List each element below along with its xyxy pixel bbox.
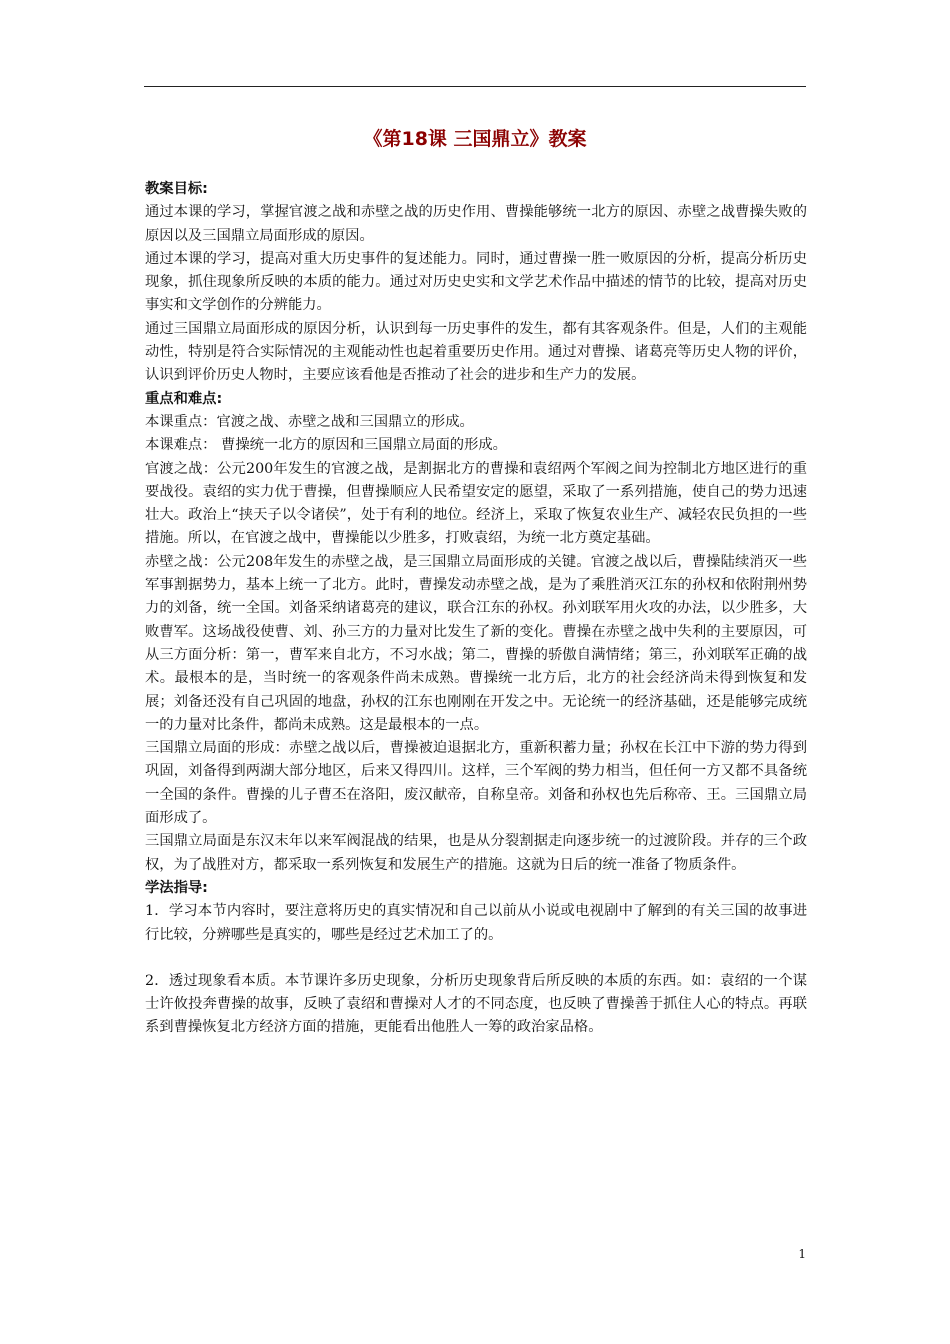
method-item: 1．学习本节内容时，要注意将历史的真实情况和自己以前从小说或电视剧中了解到的有关三国的故事进行比较，分辨哪些是真实的，哪些是经过艺术加工了的。 (145, 903, 807, 943)
method-heading: 学法指导: (145, 879, 208, 896)
document-body (145, 178, 807, 1040)
method-item: 2．透过现象看本质。本节课许多历史现象，分析历史现象背后所反映的本质的东西。如：袁绍的一个谋士许攸投奔曹操的故事，反映了袁绍和曹操对人才的不同态度，也反映了曹操善于抓住人心的特点。再联系到曹操恢复北方经济方面的措施，更能看出他胜人一筹的政治家品格。 (145, 972, 807, 1036)
key-heading: 重点和难点: (145, 390, 223, 407)
three-kingdoms-paragraph: 三国鼎立局面的形成：赤壁之战以后，曹操被迫退据北方，重新积蓄力量；孙权在长江中下游的势力得到巩固，刘备得到两湖大部分地区，后来又得四川。这样，三个军阀的势力相当，但任何一方又都不具备统一全国的条件。曹操的儿子曹丕在洛阳，废汉献帝，自称皇帝。刘备和孙权也先后称帝、王。三国鼎立局面形成了。 (145, 740, 807, 827)
page-number: 1 (798, 1247, 806, 1261)
goal-paragraph: 通过本课的学习，提高对重大历史事件的复述能力。同时，通过曹操一胜一败原因的分析，提高分析历史现象，抓住现象所反映的本质的能力。通过对历史史实和文学艺术作品中描述的情节的比较，提高对历史事实和文学创作的分辨能力。 (145, 250, 807, 314)
guandu-paragraph: 官渡之战：公元200年发生的官渡之战，是割据北方的曹操和袁绍两个军阀之间为控制北方地区进行的重要战役。袁绍的实力优于曹操，但曹操顺应人民希望安定的愿望，采取了一系列措施，使自己的势力迅速壮大。政治上“挟天子以令诸侯”，处于有利的地位。经济上，采取了恢复农业生产、减轻农民负担的一些措施。所以，在官渡之战中，曹操能以少胜多，打败袁绍，为统一北方奠定基础。 (145, 460, 807, 547)
key-paragraph: 本课难点： 曹操统一北方的原因和三国鼎立局面的形成。 (145, 437, 507, 454)
goals-heading: 教案目标: (145, 181, 208, 197)
key-paragraph: 本课重点：官渡之战、赤壁之战和三国鼎立的形成。 (145, 413, 474, 430)
chibi-paragraph: 赤壁之战：公元208年发生的赤壁之战，是三国鼎立局面形成的关键。官渡之战以后，曹操陆续消灭一些军事割据势力，基本上统一了北方。此时，曹操发动赤壁之战，是为了乘胜消灭江东的孙权和依附荆州势力的刘备，统一全国。刘备采纳诸葛亮的建议，联合江东的孙权。孙刘联军用火攻的办法，以少胜多，大败曹军。这场战役使曹、刘、孙三方的力量对比发生了新的变化。曹操在赤壁之战中失利的主要原因，可从三方面分析：第一，曹军来自北方，不习水战；第二，曹操的骄傲自满情绪；第三，孙刘联军正确的战术。最根本的是，当时统一的客观条件尚未成熟。曹操统一北方后，北方的社会经济尚未得到恢复和发展；刘备还没有自己巩固的地盘，孙权的江东也刚刚在开发之中。无论统一的经济基础，还是能够完成统一的力量对比条件，都尚未成熟。这是最根本的一点。 (145, 553, 807, 733)
header-rule (144, 86, 806, 87)
goal-paragraph: 通过本课的学习，掌握官渡之战和赤壁之战的历史作用、曹操能够统一北方的原因、赤壁之战曹操失败的原因以及三国鼎立局面形成的原因。 (145, 204, 807, 244)
transition-paragraph: 三国鼎立局面是东汉末年以来军阀混战的结果，也是从分裂割据走向逐步统一的过渡阶段。并存的三个政权，为了战胜对方，都采取一系列恢复和发展生产的措施。这就为日后的统一准备了物质条件。 (145, 833, 807, 873)
page-title: 《第18课 三国鼎立》教案 (363, 128, 587, 150)
goal-paragraph: 通过三国鼎立局面形成的原因分析，认识到每一历史事件的发生，都有其客观条件。但是，人们的主观能动性，特别是符合实际情况的主观能动性也起着重要历史作用。通过对曹操、诸葛亮等历史人物的评价，认识到评价历史人物时，主要应该看他是否推动了社会的进步和生产力的发展。 (145, 320, 807, 384)
paragraph-gap (145, 947, 807, 970)
